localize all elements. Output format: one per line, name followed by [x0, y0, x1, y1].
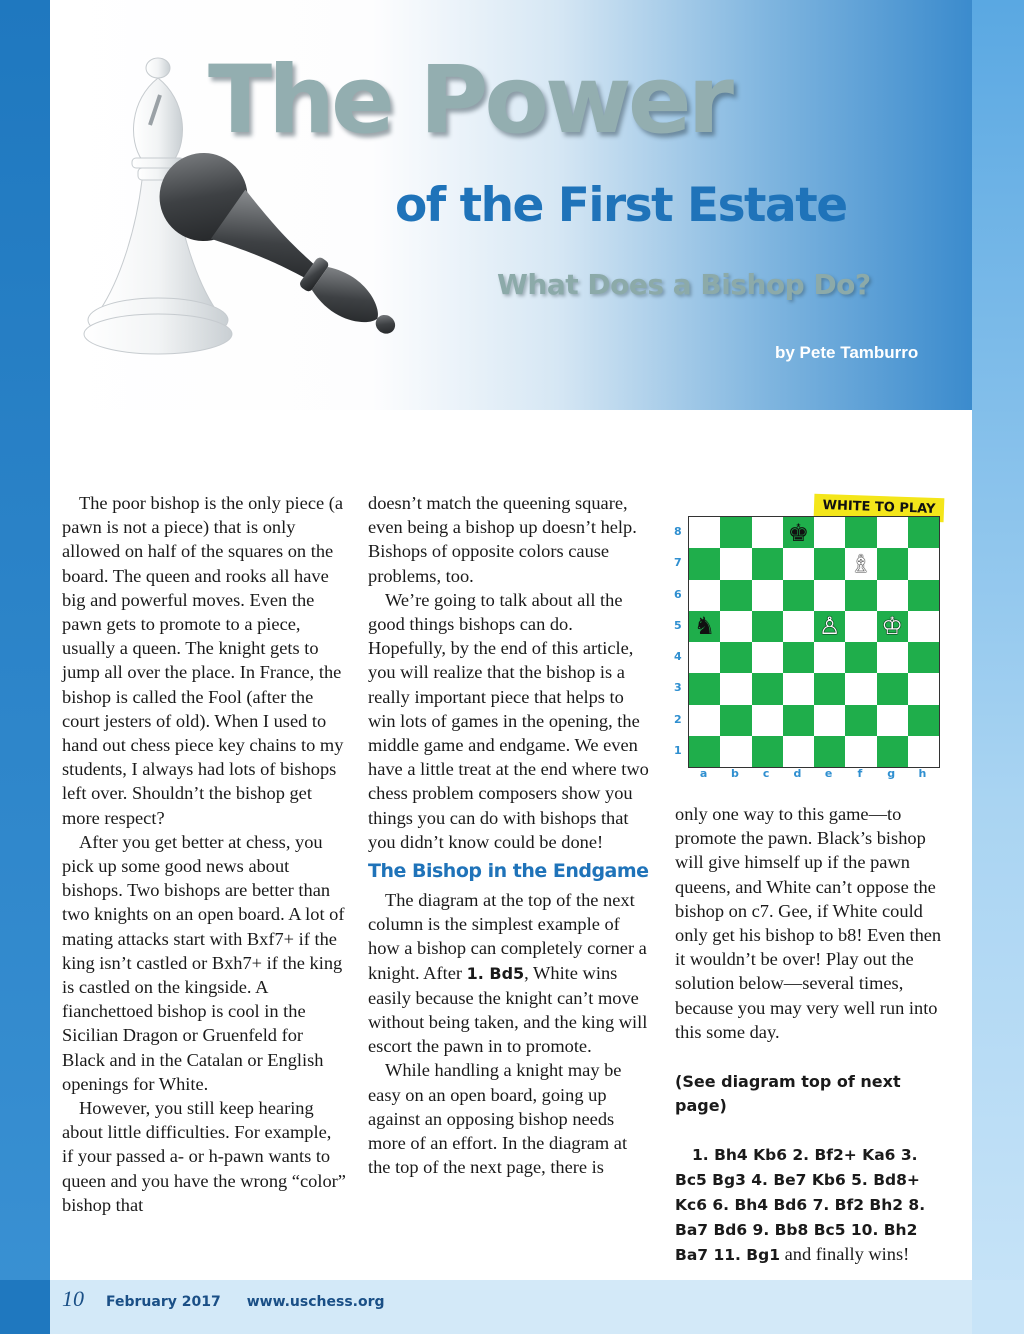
file-labels	[688, 767, 938, 780]
square-f5	[845, 611, 876, 642]
square-e2	[814, 705, 845, 736]
paragraph-text: The diagram at the top of the next column is the simplest example of how a bishop can completely corner a knight. After	[368, 890, 647, 983]
square-c1	[752, 736, 783, 767]
article-title: The Power	[208, 46, 730, 155]
rank-label: 8	[674, 525, 682, 539]
square-f1	[845, 736, 876, 767]
website: www.uschess.org	[246, 1294, 385, 1310]
rank-label: 6	[674, 587, 682, 601]
square-a1	[689, 736, 720, 767]
square-g3	[877, 673, 908, 704]
column-1	[62, 491, 347, 1217]
square-d4	[783, 642, 814, 673]
square-f3	[845, 673, 876, 704]
rank-label: 1	[674, 743, 682, 757]
file-label: f	[857, 767, 863, 780]
rank-labels	[674, 516, 686, 766]
square-b1	[720, 736, 751, 767]
square-f8	[845, 517, 876, 548]
square-c6	[752, 580, 783, 611]
paragraph: While handling a knight may be easy on an open board, going up against an opposing bishop needs more of an effort. In the diagram at the top of the next page, there is	[368, 1060, 628, 1178]
file-label: h	[918, 767, 927, 780]
square-h2	[908, 705, 939, 736]
rank-label: 5	[674, 618, 682, 632]
square-a2	[689, 705, 720, 736]
square-d8	[783, 517, 814, 548]
move-notation: 1. Bd5	[466, 963, 525, 983]
square-a6	[689, 580, 720, 611]
paragraph: After you get better at chess, you pick up some good news about bishops. Two bishops are better than two knights on an open board. A lot of mating attacks start with Bxf7+ if the king isn’t castled or Bxh7+ if the king is castled on the kingside. A fianchettoed bishop is cool in the Sicilian Dragon or Gruenfeld for Black and in the Catalan or English openings for White.	[62, 831, 345, 1094]
square-c8	[752, 517, 783, 548]
rank-label: 7	[674, 556, 682, 570]
square-h7	[908, 548, 939, 579]
square-g2	[877, 705, 908, 736]
square-c5	[752, 611, 783, 642]
paragraph: However, you still keep hearing about little difficulties. For example, if your passed a- or h-pawn wants to queen and you have the wrong “color” bishop that	[62, 1098, 346, 1215]
square-c4	[752, 642, 783, 673]
square-g6	[877, 580, 908, 611]
square-b8	[720, 517, 751, 548]
square-e7	[814, 548, 845, 579]
file-label: c	[762, 767, 770, 780]
square-e8	[814, 517, 845, 548]
article-question: What Does a Bishop Do?	[497, 268, 871, 301]
square-d3	[783, 673, 814, 704]
paragraph: doesn’t match the queening square, even being a bishop up doesn’t help. Bishops of opposite colors cause problems, too.	[368, 493, 637, 586]
square-e3	[814, 673, 845, 704]
square-a8	[689, 517, 720, 548]
rank-label: 4	[674, 650, 682, 664]
square-a7	[689, 548, 720, 579]
white-to-play-label: WHITE TO PLAY	[814, 494, 945, 523]
page-footer	[62, 1286, 407, 1312]
byline: by Pete Tamburro	[775, 343, 919, 362]
solution-moves	[675, 1142, 945, 1267]
chess-piece-icon: ♗	[850, 549, 872, 578]
square-a3	[689, 673, 720, 704]
column-3	[675, 802, 945, 1267]
square-h6	[908, 580, 939, 611]
file-label: e	[824, 767, 833, 780]
square-f4	[845, 642, 876, 673]
square-e6	[814, 580, 845, 611]
file-label: a	[699, 767, 708, 780]
paragraph: only one way to this game—to promote the pawn. Black’s bishop will give himself up if the pawn queens, and White can’t oppose the bishop on c7. Gee, if White could only get his bishop to b8! Even then it wouldn’t be over! Play out the solution below—several times, because you may very well run into this some day.	[675, 804, 942, 1042]
square-b7	[720, 548, 751, 579]
square-a5	[689, 611, 720, 642]
article-subtitle: of the First Estate	[395, 178, 847, 233]
square-b4	[720, 642, 751, 673]
square-b2	[720, 705, 751, 736]
file-label: b	[730, 767, 739, 780]
square-h5	[908, 611, 939, 642]
chess-piece-icon: ♔	[881, 612, 903, 641]
chess-board	[688, 516, 940, 768]
page-number: 10	[62, 1286, 84, 1311]
square-h8	[908, 517, 939, 548]
issue-date: February 2017	[106, 1294, 221, 1310]
square-g4	[877, 642, 908, 673]
square-c3	[752, 673, 783, 704]
file-label: d	[793, 767, 802, 780]
square-e1	[814, 736, 845, 767]
square-e4	[814, 642, 845, 673]
paragraph-text: , White wins easily because the knight can’t move without being taken, and the king will escort the pawn in to promote.	[368, 962, 648, 1057]
section-heading: The Bishop in the Endgame	[368, 860, 649, 883]
right-color-bar	[972, 0, 1024, 1334]
moves-ending: and finally wins!	[780, 1244, 910, 1265]
square-g5	[877, 611, 908, 642]
file-label: g	[887, 767, 896, 780]
square-d2	[783, 705, 814, 736]
square-h3	[908, 673, 939, 704]
move-list: 1. Bh4 Kb6 2. Bf2+ Ka6 3. Bc5 Bg3 4. Be7 Kb6 5. Bd8+ Kc6 6. Bh4 Bd6 7. Bf2 Bh2 8. Ba7 Bd6 9. Bb8 Bc5 10. Bh2 Ba7 11. Bg1	[675, 1146, 926, 1265]
square-d5	[783, 611, 814, 642]
square-c7	[752, 548, 783, 579]
square-h1	[908, 736, 939, 767]
square-d6	[783, 580, 814, 611]
square-d7	[783, 548, 814, 579]
left-color-bar	[0, 0, 50, 1334]
rank-label: 3	[674, 681, 682, 695]
see-diagram-note: (See diagram top of next page)	[675, 1072, 901, 1116]
paragraph: We’re going to talk about all the good things bishops can do. Hopefully, by the end of this article, you will realize that the bishop is a really important piece that helps to win lots of games in the opening, the middle game and endgame. We even have a little treat at the end where two chess problem composers show you things you can do with bishops that you didn’t know could be done!	[368, 589, 649, 852]
square-b3	[720, 673, 751, 704]
square-g1	[877, 736, 908, 767]
square-d1	[783, 736, 814, 767]
paragraph	[368, 888, 651, 1058]
square-a4	[689, 642, 720, 673]
square-f6	[845, 580, 876, 611]
square-f7	[845, 548, 876, 579]
square-b6	[720, 580, 751, 611]
chess-diagram	[672, 496, 972, 786]
square-e5	[814, 611, 845, 642]
square-f2	[845, 705, 876, 736]
column-2	[368, 491, 651, 1179]
square-g8	[877, 517, 908, 548]
paragraph: The poor bishop is the only piece (a pawn is not a piece) that is only allowed on half of the squares on the board. The queen and rooks all have big and powerful moves. Even the pawn gets to promote to a piece, usually a queen. The knight gets to jump all over the place. In France, the bishop is called the Fool (after the court jesters of old). When I used to hand out chess piece key chains to my students, I always had lots of bishops left over. Shouldn’t the bishop get more respect?	[62, 493, 344, 828]
square-g7	[877, 548, 908, 579]
chess-piece-icon: ♞	[693, 612, 716, 641]
chess-piece-icon: ♚	[787, 518, 810, 547]
square-h4	[908, 642, 939, 673]
square-b5	[720, 611, 751, 642]
rank-label: 2	[674, 712, 682, 726]
chess-piece-icon: ♙	[818, 612, 841, 641]
square-c2	[752, 705, 783, 736]
